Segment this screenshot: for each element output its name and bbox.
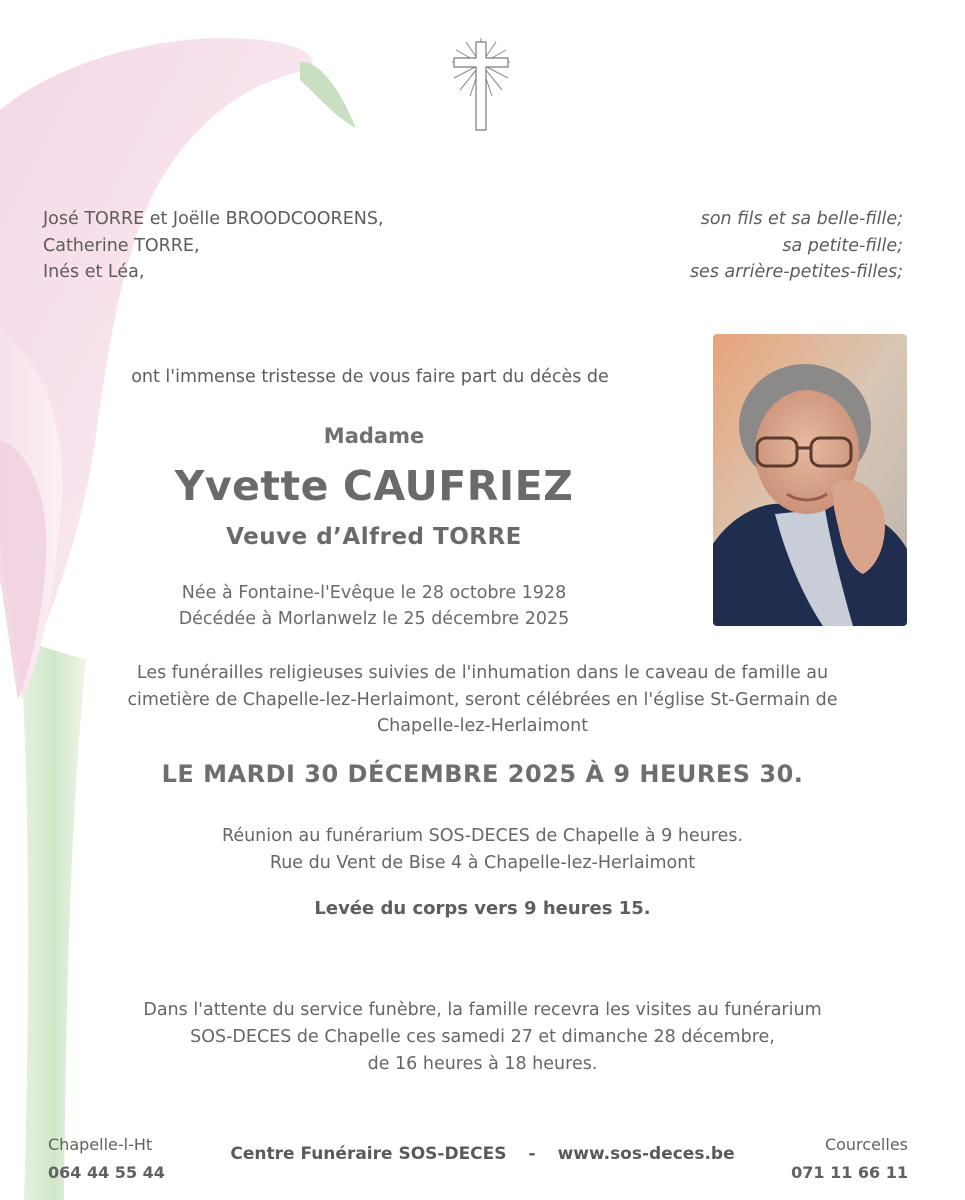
meeting-line-2: Rue du Vent de Bise 4 à Chapelle-lez-Herlaimont [269,852,696,873]
visits-info [40,997,925,1078]
family-relation-3: ses arrière-petites-filles; [689,262,903,282]
family-member-1: José TORRE et Joëlle BROODCOORENS, [43,209,384,229]
footer-right-phone: 071 11 66 11 [791,1163,908,1182]
deceased-name [60,462,688,510]
family-member-2: Catherine TORRE, [43,235,200,256]
levee-time: Levée du corps vers 9 heures 15. [314,898,651,919]
radiant-cross-icon [448,36,514,134]
deceased-title: Madame [323,424,425,448]
meeting-info [40,823,925,876]
visits-line-3: de 16 heures à 18 heures. [367,1054,598,1074]
family-members [43,206,523,286]
footer-right-place: Courcelles [824,1135,908,1154]
funeral-info [40,660,925,740]
announcement-text: ont l'immense tristesse de vous faire part du décès de [131,367,609,387]
meeting-line-1: Réunion au funérarium SOS-DECES de Chapelle à 9 heures. [221,826,744,846]
footer-left-phone: 064 44 55 44 [48,1163,165,1182]
footer-left-place: Chapelle-l-Ht [48,1135,153,1154]
funeral-line-2: cimetière de Chapelle-lez-Herlaimont, seront célébrées en l'église St-Germain de [127,689,838,710]
death-text: Décédée à Morlanwelz le 25 décembre 2025 [178,609,570,629]
deceased-first-name: Yvette [174,462,329,510]
family-member-3: Inés et Léa, [43,262,145,282]
birth-death-info [60,580,688,632]
footer-right-contact [791,1131,908,1187]
family-relation-2: sa petite-fille; [782,235,903,256]
footer-left-contact [48,1131,165,1187]
footer-center [200,1140,765,1168]
ceremony-date: LE MARDI 30 DÉCEMBRE 2025 À 9 HEURES 30. [161,760,804,788]
birth-text: Née à Fontaine-l'Evêque le 28 octobre 1928 [181,583,567,603]
footer-separator: - [528,1144,536,1164]
footer-company-name: Centre Funéraire SOS-DECES [230,1144,507,1164]
deceased-last-name: CAUFRIEZ [342,462,574,510]
widow-of: Veuve d’Alfred TORRE [226,524,522,550]
deceased-portrait [713,334,907,626]
family-relations [503,206,903,286]
visits-line-1: Dans l'attente du service funèbre, la famille recevra les visites au funérarium [143,1000,822,1020]
visits-line-2: SOS-DECES de Chapelle ces samedi 27 et dimanche 28 décembre, [190,1027,775,1047]
funeral-line-3: Chapelle-lez-Herlaimont [376,716,589,736]
footer-website-link[interactable]: www.sos-deces.be [557,1144,735,1164]
funeral-line-1: Les funérailles religieuses suivies de l'inhumation dans le caveau de famille au [136,663,829,683]
family-relation-1: son fils et sa belle-fille; [700,209,903,229]
